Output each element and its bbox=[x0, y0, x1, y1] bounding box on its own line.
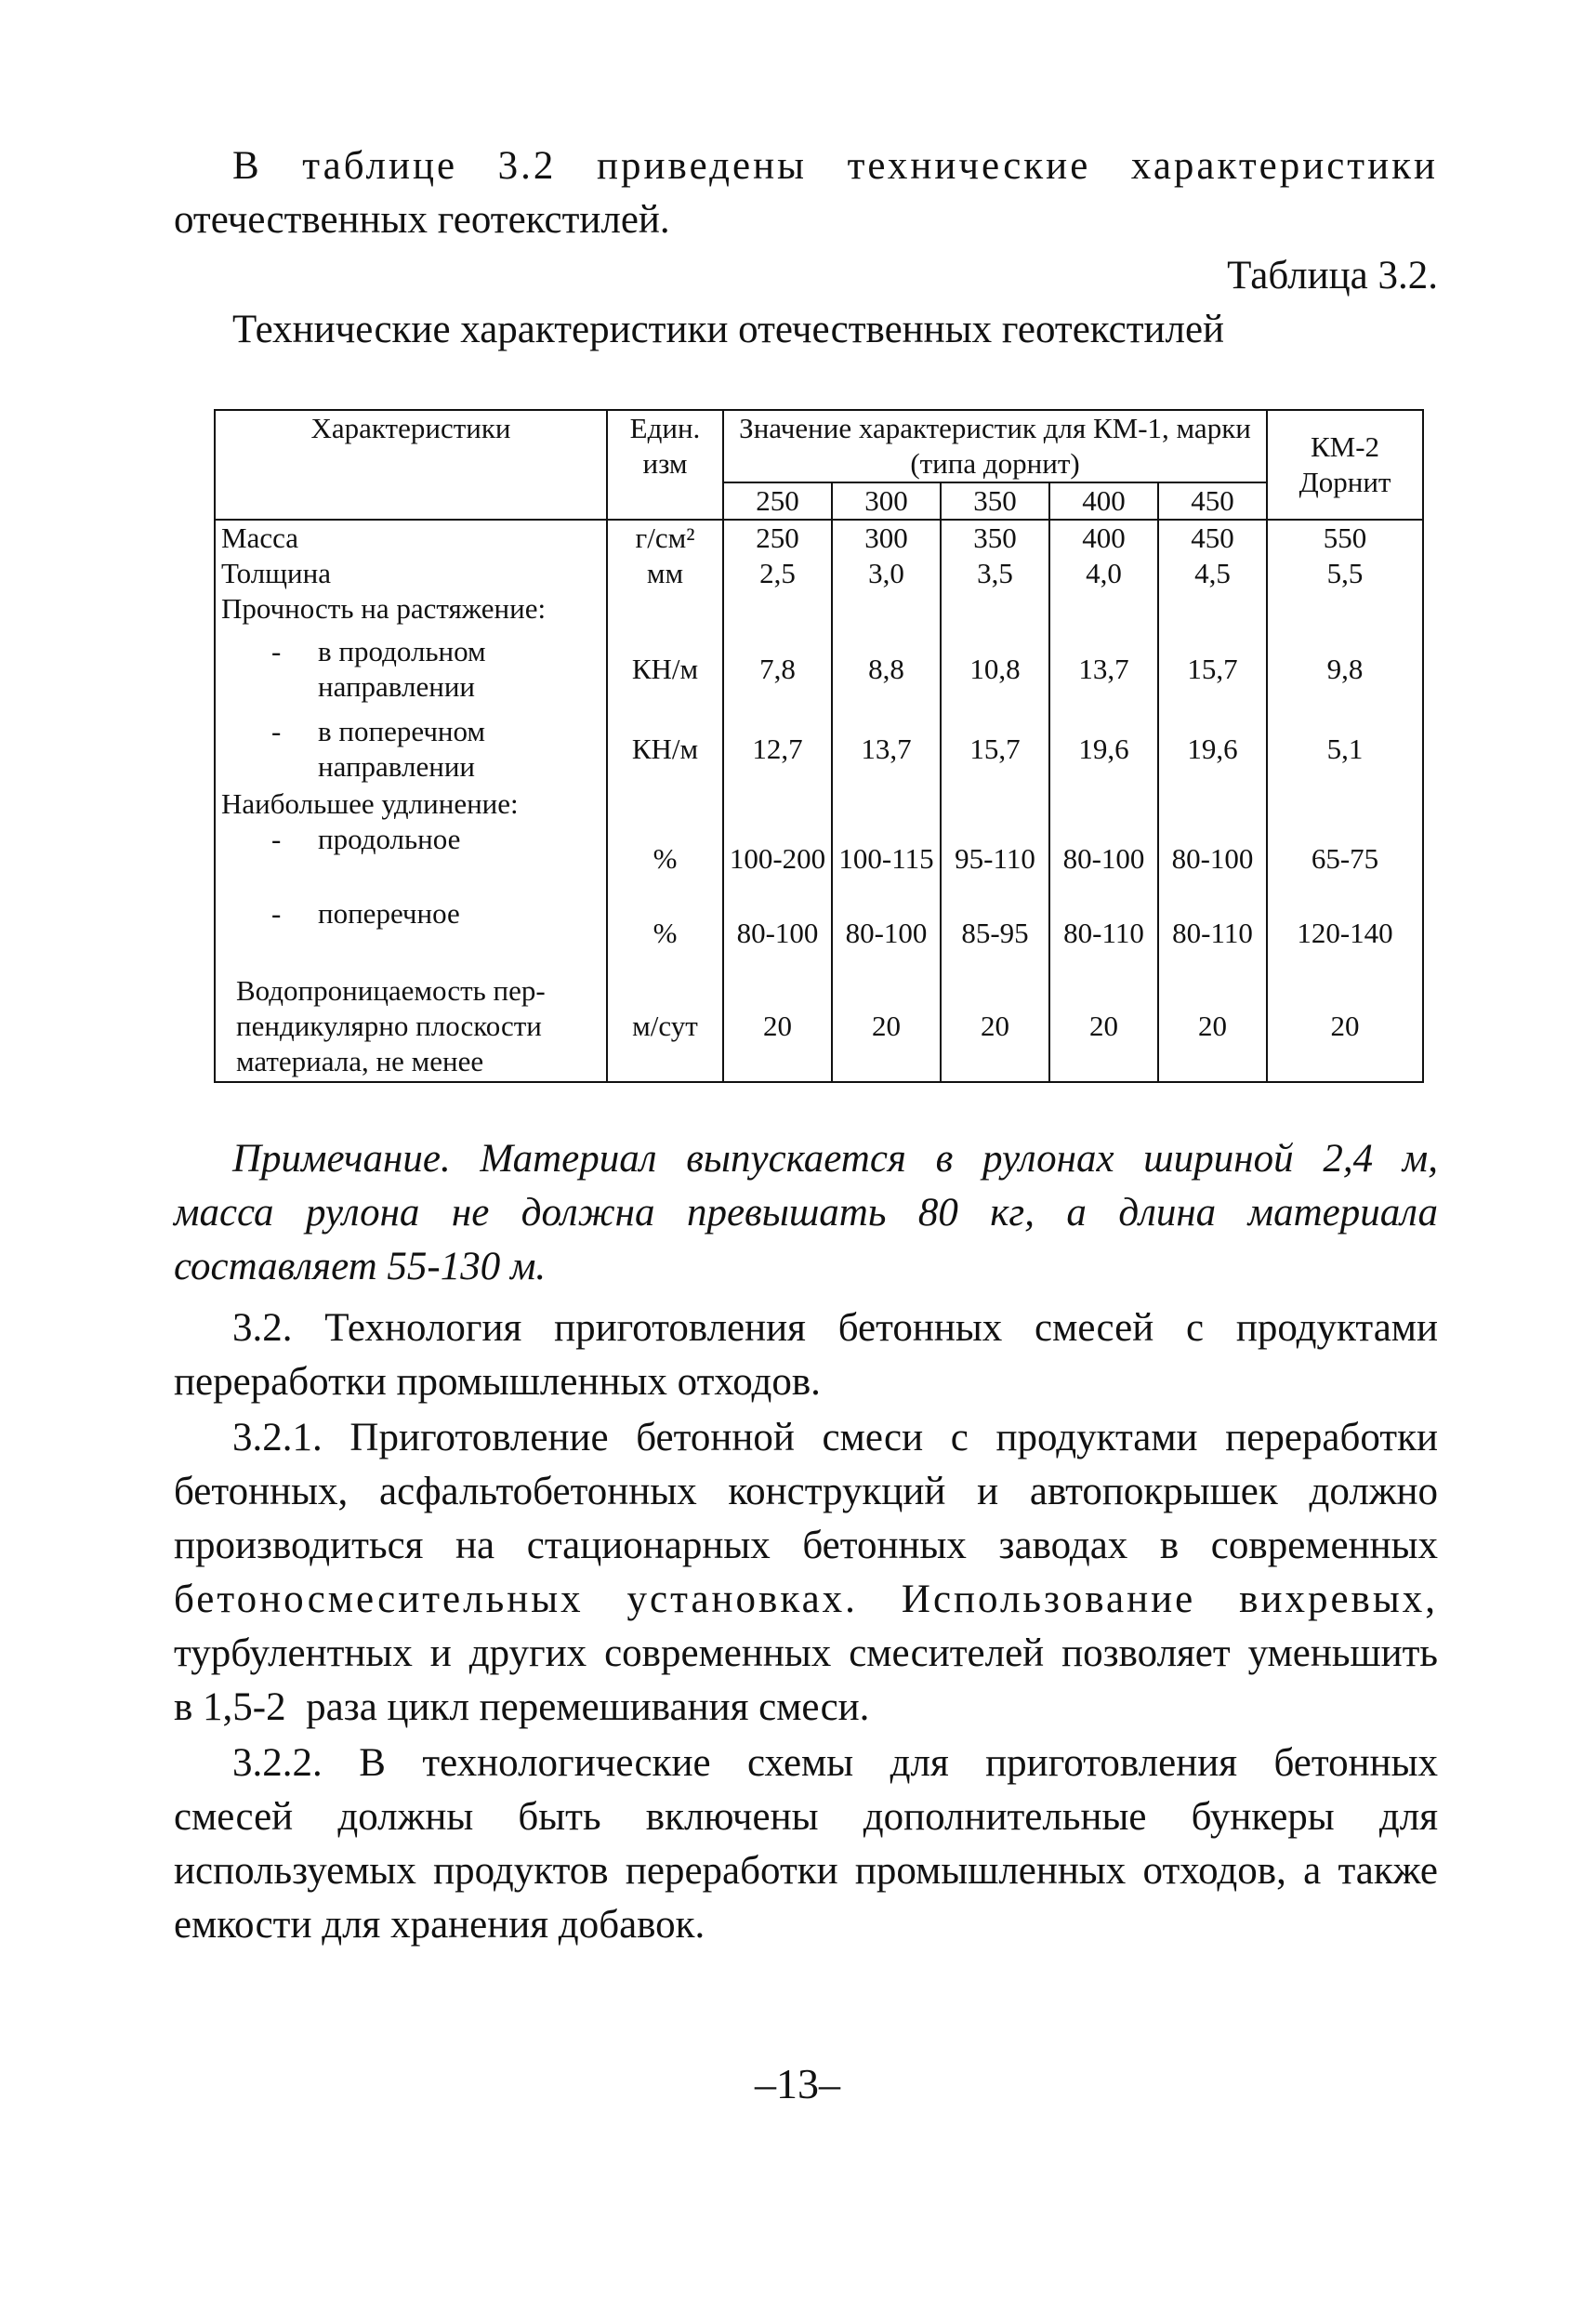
table-number: Таблица 3.2. bbox=[1227, 254, 1438, 297]
cell: 300 bbox=[832, 520, 941, 556]
cell: 100-115 bbox=[832, 822, 941, 896]
table-header-row bbox=[215, 410, 1423, 482]
cell: 20 bbox=[1158, 971, 1267, 1082]
section-3-2-line-1: 3.2. Технология приготовления бетонных смесей с продуктами bbox=[232, 1306, 1438, 1350]
cell: 85-95 bbox=[941, 896, 1049, 971]
cell: 19,6 bbox=[1158, 712, 1267, 786]
header-km2: КМ-2 Дорнит bbox=[1267, 410, 1423, 520]
cell: 19,6 bbox=[1049, 712, 1158, 786]
table-row bbox=[215, 712, 1423, 786]
section-3-2-2-line-3: используемых продуктов переработки промышленных отходов, а также bbox=[174, 1849, 1438, 1893]
grade-350: 350 bbox=[941, 482, 1049, 520]
page-number: –13– bbox=[755, 2060, 840, 2107]
cell: 400 bbox=[1049, 520, 1158, 556]
cell: 2,5 bbox=[723, 556, 832, 591]
table-row bbox=[215, 520, 1423, 556]
cell: 9,8 bbox=[1267, 627, 1423, 712]
cell: 20 bbox=[1267, 971, 1423, 1082]
cell: 80-100 bbox=[723, 896, 832, 971]
section-3-2-line-2: переработки промышленных отходов. bbox=[174, 1360, 821, 1404]
cell: 13,7 bbox=[832, 712, 941, 786]
cell: 4,5 bbox=[1158, 556, 1267, 591]
note-line-3: составляет 55-130 м. bbox=[174, 1245, 547, 1288]
cell: 550 bbox=[1267, 520, 1423, 556]
cell: 20 bbox=[832, 971, 941, 1082]
cell: 450 bbox=[1158, 520, 1267, 556]
row-label: продольное bbox=[318, 823, 461, 855]
cell: 80-100 bbox=[1049, 822, 1158, 896]
cell: 350 bbox=[941, 520, 1049, 556]
row-dash: - bbox=[271, 635, 282, 667]
row-label: Наибольшее удлинение: bbox=[215, 786, 607, 822]
cell: 80-100 bbox=[832, 896, 941, 971]
section-3-2-1-line-5: турбулентных и других современных смесителей позволяет уменьшить bbox=[174, 1631, 1438, 1675]
grade-400: 400 bbox=[1049, 482, 1158, 520]
cell: 8,8 bbox=[832, 627, 941, 712]
section-3-2-1-line-4: бетоносмесительных установках. Использование вихревых, bbox=[174, 1578, 1438, 1621]
cell: 12,7 bbox=[723, 712, 832, 786]
note-line-2: масса рулона не должна превышать 80 кг, а длина материала bbox=[174, 1191, 1438, 1235]
row-unit: % bbox=[607, 896, 723, 971]
table-row bbox=[215, 591, 1423, 627]
cell: 5,5 bbox=[1267, 556, 1423, 591]
row-unit: КН/м bbox=[607, 627, 723, 712]
row-unit: м/сут bbox=[607, 971, 723, 1082]
section-3-2-1-line-6: в 1,5-2 раза цикл перемешивания смеси. bbox=[174, 1685, 870, 1729]
cell: 80-110 bbox=[1158, 896, 1267, 971]
row-unit: КН/м bbox=[607, 712, 723, 786]
cell: 15,7 bbox=[1158, 627, 1267, 712]
cell: 20 bbox=[723, 971, 832, 1082]
cell: 120-140 bbox=[1267, 896, 1423, 971]
row-label: Прочность на растяжение: bbox=[215, 591, 607, 627]
row-label: Толщина bbox=[215, 556, 607, 591]
grade-300: 300 bbox=[832, 482, 941, 520]
cell: 4,0 bbox=[1049, 556, 1158, 591]
row-label: Водопроницаемость пер-пендикулярно плоскости материала, не менее bbox=[215, 971, 607, 1082]
row-unit: мм bbox=[607, 556, 723, 591]
row-dash: - bbox=[271, 897, 282, 930]
cell: 80-100 bbox=[1158, 822, 1267, 896]
row-unit: г/см² bbox=[607, 520, 723, 556]
section-3-2-1-line-3: производиться на стационарных бетонных заводах в современных bbox=[174, 1524, 1438, 1567]
table-row bbox=[215, 556, 1423, 591]
section-3-2-2-line-4: емкости для хранения добавок. bbox=[174, 1903, 705, 1947]
cell: 20 bbox=[1049, 971, 1158, 1082]
cell: 15,7 bbox=[941, 712, 1049, 786]
section-3-2-2-line-1: 3.2.2. В технологические схемы для приготовления бетонных bbox=[232, 1741, 1438, 1785]
table-row bbox=[215, 896, 1423, 971]
table-row bbox=[215, 627, 1423, 712]
section-3-2-1-line-2: бетонных, асфальтобетонных конструкций и автопокрышек должно bbox=[174, 1470, 1438, 1513]
row-label: в продольном направлении bbox=[318, 635, 486, 703]
table-row bbox=[215, 822, 1423, 896]
row-unit: % bbox=[607, 822, 723, 896]
row-dash: - bbox=[271, 715, 282, 747]
table-row bbox=[215, 971, 1423, 1082]
cell: 10,8 bbox=[941, 627, 1049, 712]
intro-line-2: отечественных геотекстилей. bbox=[174, 198, 670, 242]
row-label: поперечное bbox=[318, 897, 460, 930]
row-label: Масса bbox=[215, 520, 607, 556]
section-3-2-2-line-2: смесей должны быть включены дополнительные бункеры для bbox=[174, 1795, 1438, 1839]
cell: 13,7 bbox=[1049, 627, 1158, 712]
cell: 65-75 bbox=[1267, 822, 1423, 896]
cell: 80-110 bbox=[1049, 896, 1158, 971]
note-line-1: Примечание. Материал выпускается в рулонах шириной 2,4 м, bbox=[232, 1137, 1438, 1181]
cell: 100-200 bbox=[723, 822, 832, 896]
header-unit: Един. изм bbox=[607, 410, 723, 520]
cell: 5,1 bbox=[1267, 712, 1423, 786]
intro-line-1: В таблице 3.2 приведены технические характеристики bbox=[232, 144, 1438, 188]
table-row bbox=[215, 786, 1423, 822]
row-label: в поперечном направлении bbox=[318, 715, 486, 783]
grade-450: 450 bbox=[1158, 482, 1267, 520]
cell: 3,5 bbox=[941, 556, 1049, 591]
cell: 250 bbox=[723, 520, 832, 556]
grade-250: 250 bbox=[723, 482, 832, 520]
header-km1: Значение характеристик для КМ-1, марки (типа дорнит) bbox=[723, 410, 1267, 482]
cell: 3,0 bbox=[832, 556, 941, 591]
header-characteristics: Характеристики bbox=[215, 410, 607, 520]
row-dash: - bbox=[271, 823, 282, 855]
section-3-2-1-line-1: 3.2.1. Приготовление бетонной смеси с продуктами переработки bbox=[232, 1416, 1438, 1459]
table-title: Технические характеристики отечественных геотекстилей bbox=[232, 308, 1225, 351]
characteristics-table bbox=[214, 409, 1424, 1083]
cell: 20 bbox=[941, 971, 1049, 1082]
cell: 95-110 bbox=[941, 822, 1049, 896]
cell: 7,8 bbox=[723, 627, 832, 712]
